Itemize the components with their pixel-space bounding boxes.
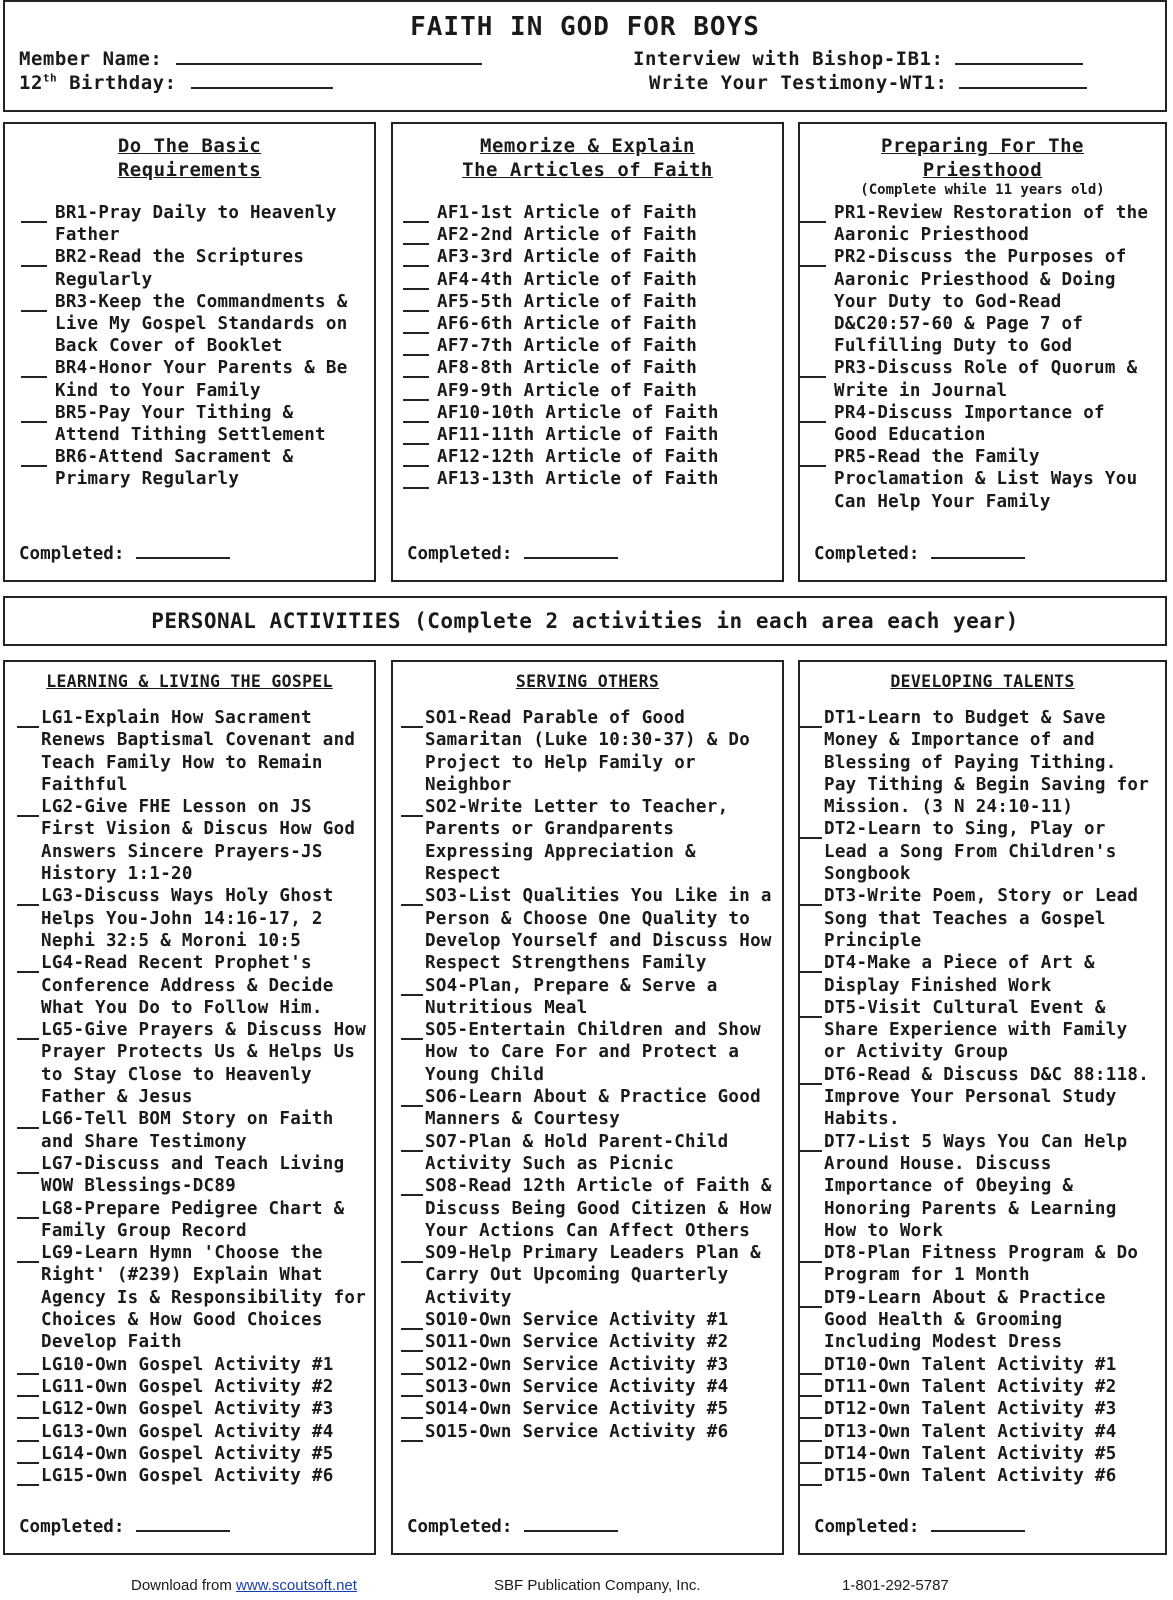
item-label: SO1-Read Parable of Good Samaritan (Luke 10:30-37) & Do Project to Help Family or Neighbor [425, 708, 751, 795]
checklist-item [17, 1242, 374, 1353]
birthday-label: 12th Birthday: [19, 71, 177, 94]
item-label: LG9-Learn Hymn 'Choose the Right' (#239) Explain What Agency Is & Responsibility for Choices & How Good Choices Develop Faith [41, 1243, 367, 1353]
completed-input[interactable] [524, 556, 618, 559]
check-line[interactable] [401, 1088, 423, 1107]
item-label: AF11-11th Article of Faith [437, 425, 719, 446]
item-label: LG5-Give Prayers & Discuss How Prayer Protects Us & Helps Us to Stay Close to Heavenly Father & Jesus [41, 1020, 367, 1108]
item-label: AF12-12th Article of Faith [437, 447, 719, 468]
item-label: BR1-Pray Daily to Heavenly Father [55, 203, 337, 246]
item-label: SO10-Own Service Activity #1 [425, 1310, 729, 1331]
item-label: SO14-Own Service Activity #5 [425, 1399, 729, 1420]
checklist-item [800, 1421, 1165, 1443]
check-line[interactable] [800, 709, 822, 728]
completed-field: Completed: [407, 544, 618, 564]
checklist-item [403, 202, 782, 224]
item-label: SO8-Read 12th Article of Faith & Discuss Being Good Citizen & How Your Actions Can Affect Others [425, 1176, 772, 1241]
download-label: Download from [131, 1577, 237, 1594]
check-line[interactable] [17, 1378, 39, 1397]
check-line[interactable] [800, 448, 826, 467]
item-list [393, 707, 782, 1443]
check-line[interactable] [800, 1066, 822, 1085]
item-label: DT12-Own Talent Activity #3 [824, 1399, 1117, 1420]
section-articles-of-faith [391, 122, 784, 582]
section-title: SERVING OTHERS [515, 672, 660, 691]
footer-download [131, 1577, 357, 1594]
checklist-item [21, 402, 374, 446]
checklist-item [401, 1398, 782, 1420]
header-box [3, 0, 1167, 112]
item-label: SO12-Own Service Activity #3 [425, 1354, 729, 1375]
item-label: SO15-Own Service Activity #6 [425, 1421, 729, 1442]
checklist-item [800, 1242, 1165, 1287]
personal-activities-title: PERSONAL ACTIVITIES (Complete 2 activities in each area each year) [151, 609, 1019, 633]
item-label: SO9-Help Primary Leaders Plan & Carry Out Upcoming Quarterly Activity [425, 1243, 761, 1308]
checklist-item [401, 1309, 782, 1331]
checklist-item [21, 357, 374, 401]
checklist-item [401, 1376, 782, 1398]
check-line[interactable] [800, 1445, 822, 1464]
item-label: LG8-Prepare Pedigree Chart & Family Group Record [41, 1198, 345, 1241]
item-label: PR4-Discuss Importance of Good Education [834, 402, 1105, 446]
testimony-label: Write Your Testimony-WT1: [649, 72, 948, 94]
interview-label: Interview with Bishop-IB1: [633, 48, 944, 70]
check-line[interactable] [800, 1289, 822, 1308]
interview-field [633, 48, 1083, 70]
item-label: DT8-Plan Fitness Program & Do Program for 1 Month [824, 1243, 1139, 1286]
checklist-item [403, 424, 782, 446]
completed-field: Completed: [407, 1517, 618, 1537]
checklist-item [401, 1175, 782, 1242]
item-label: LG13-Own Gospel Activity #4 [41, 1421, 334, 1442]
check-line[interactable] [800, 954, 822, 973]
item-label: AF9-9th Article of Faith [437, 380, 698, 401]
item-label: LG12-Own Gospel Activity #3 [41, 1399, 334, 1420]
check-line[interactable] [21, 448, 47, 467]
checklist-item [800, 246, 1165, 357]
item-label: DT14-Own Talent Activity #5 [824, 1443, 1117, 1464]
member-name-field [19, 48, 482, 70]
checklist-item [403, 291, 782, 313]
item-list [5, 202, 374, 491]
checklist-item [800, 402, 1165, 446]
item-label: LG7-Discuss and Teach Living WOW Blessings-DC89 [41, 1153, 345, 1197]
item-label: LG1-Explain How Sacrament Renews Baptismal Covenant and Teach Family How to Remain Faithful [41, 708, 356, 795]
check-line[interactable] [17, 1155, 39, 1174]
download-link[interactable]: www.scoutsoft.net [236, 1577, 357, 1594]
item-label: DT4-Make a Piece of Art & Display Finished Work [824, 953, 1095, 996]
check-line[interactable] [403, 382, 429, 401]
check-line[interactable] [17, 1356, 39, 1375]
check-line[interactable] [401, 1400, 423, 1419]
item-label: PR3-Discuss Role of Quorum & Write in Journal [834, 358, 1138, 401]
check-line[interactable] [401, 1177, 423, 1196]
section-title: Preparing For The Priesthood [881, 135, 1084, 181]
checklist-item [401, 1086, 782, 1131]
section-title: DEVELOPING TALENTS [890, 672, 1075, 691]
check-line[interactable] [403, 204, 429, 223]
checklist-item [800, 1354, 1165, 1376]
footer-publisher: SBF Publication Company, Inc. [494, 1577, 701, 1594]
check-line[interactable] [800, 404, 826, 423]
checklist-item [401, 885, 782, 974]
item-label: DT7-List 5 Ways You Can Help Around House. Discuss Importance of Obeying & Honoring Parents & Learning How to Work [824, 1131, 1128, 1241]
check-line[interactable] [800, 1423, 822, 1442]
checklist-item [401, 1421, 782, 1443]
item-label: DT3-Write Poem, Story or Lead Song that Teaches a Gospel Principle [824, 886, 1139, 951]
check-line[interactable] [403, 448, 429, 467]
item-label: DT13-Own Talent Activity #4 [824, 1421, 1117, 1442]
check-line[interactable] [401, 1423, 423, 1442]
check-line[interactable] [17, 1244, 39, 1263]
check-line[interactable] [403, 359, 429, 378]
checklist-item [21, 246, 374, 290]
item-label: AF5-5th Article of Faith [437, 291, 698, 312]
item-label: DT10-Own Talent Activity #1 [824, 1354, 1117, 1375]
section-learning-living-gospel [3, 660, 376, 1555]
section-basic-requirements [3, 122, 376, 582]
item-label: LG2-Give FHE Lesson on JS First Vision & Discus How God Answers Sincere Prayers-JS History 1:1-20 [41, 797, 356, 885]
item-label: DT5-Visit Cultural Event & Share Experience with Family or Activity Group [824, 997, 1128, 1063]
completed-field: Completed: [814, 544, 1025, 564]
item-label: SO2-Write Letter to Teacher, Parents or Grandparents Expressing Appreciation & Respect [425, 797, 729, 885]
completed-input[interactable] [931, 556, 1025, 559]
item-label: AF2-2nd Article of Faith [437, 225, 698, 246]
item-label: SO3-List Qualities You Like in a Person & Choose One Quality to Develop Yourself and Discuss How Respect Strengthens Family [425, 886, 772, 974]
section-title: Do The Basic Requirements [117, 135, 262, 181]
item-label: SO7-Plan & Hold Parent-Child Activity Such as Picnic [425, 1131, 729, 1174]
check-line[interactable] [17, 1423, 39, 1442]
check-line[interactable] [21, 248, 47, 267]
checklist-item [401, 1242, 782, 1309]
checklist-item [401, 1331, 782, 1353]
checklist-item [800, 357, 1165, 401]
interview-input[interactable] [955, 62, 1083, 65]
checklist-item [401, 1354, 782, 1376]
item-label: DT9-Learn About & Practice Good Health & Grooming Including Modest Dress [824, 1287, 1106, 1353]
check-line[interactable] [401, 977, 423, 996]
completed-field: Completed: [19, 1517, 230, 1537]
checklist-item [17, 1376, 374, 1398]
checklist-item [17, 1019, 374, 1108]
checklist-item [17, 1153, 374, 1198]
personal-activities-banner [3, 596, 1167, 646]
checklist-item [17, 1421, 374, 1443]
section-preparing-priesthood [798, 122, 1167, 582]
testimony-field [649, 72, 1087, 94]
item-label: PR5-Read the Family Proclamation & List Ways You Can Help Your Family [834, 447, 1138, 512]
item-label: DT6-Read & Discuss D&C 88:118. Improve Your Personal Study Habits. [824, 1064, 1150, 1130]
check-line[interactable] [17, 798, 39, 817]
check-line[interactable] [17, 709, 39, 728]
item-label: DT1-Learn to Budget & Save Money & Importance of and Blessing of Paying Tithing. Pay Tithing & Begin Saving for Mission. (3 N 24:10-11) [824, 708, 1150, 818]
check-line[interactable] [401, 1021, 423, 1040]
checklist-item [401, 1131, 782, 1176]
completed-input[interactable] [524, 1529, 618, 1532]
section-subtitle: (Complete while 11 years old) [860, 182, 1105, 198]
checklist-item [403, 269, 782, 291]
check-line[interactable] [17, 1200, 39, 1219]
item-label: LG4-Read Recent Prophet's Conference Address & Decide What You Do to Follow Him. [41, 953, 334, 1018]
item-label: AF10-10th Article of Faith [437, 402, 719, 423]
check-line[interactable] [800, 999, 822, 1018]
item-label: BR4-Honor Your Parents & Be Kind to Your Family [55, 358, 348, 401]
testimony-input[interactable] [959, 86, 1087, 89]
section-title: LEARNING & LIVING THE GOSPEL [46, 672, 333, 691]
check-line[interactable] [401, 1356, 423, 1375]
check-line[interactable] [21, 204, 47, 223]
item-label: PR1-Review Restoration of the Aaronic Priesthood [834, 203, 1149, 246]
item-label: DT2-Learn to Sing, Play or Lead a Song From Children's Songbook [824, 819, 1117, 885]
item-label: LG11-Own Gospel Activity #2 [41, 1376, 334, 1397]
item-list [393, 202, 782, 491]
completed-input[interactable] [931, 1529, 1025, 1532]
member-name-label: Member Name: [19, 48, 163, 70]
check-line[interactable] [401, 1378, 423, 1397]
checklist-item [21, 446, 374, 490]
check-line[interactable] [17, 1021, 39, 1040]
checklist-item [17, 1443, 374, 1465]
item-label: SO13-Own Service Activity #4 [425, 1376, 729, 1397]
item-list [5, 707, 374, 1487]
footer-phone: 1-801-292-5787 [842, 1577, 949, 1594]
completed-input[interactable] [136, 1529, 230, 1532]
check-line[interactable] [403, 315, 429, 334]
check-line[interactable] [21, 293, 47, 312]
checklist-item [800, 1465, 1165, 1487]
check-line[interactable] [17, 1110, 39, 1129]
checklist-item [800, 952, 1165, 997]
item-label: AF3-3rd Article of Faith [437, 247, 698, 268]
item-label: PR2-Discuss the Purposes of Aaronic Priesthood & Doing Your Duty to God-Read D&C20:57-60 & Page 7 of Fulfilling Duty to God [834, 247, 1127, 357]
check-line[interactable] [403, 426, 429, 445]
checklist-item [17, 1465, 374, 1487]
check-line[interactable] [401, 887, 423, 906]
item-label: DT11-Own Talent Activity #2 [824, 1376, 1117, 1397]
section-developing-talents [798, 660, 1167, 1555]
check-line[interactable] [800, 1467, 822, 1486]
checklist-item [800, 446, 1165, 513]
item-label: BR5-Pay Your Tithing & Attend Tithing Settlement [55, 402, 326, 446]
checklist-item [800, 818, 1165, 885]
checklist-item [17, 885, 374, 952]
checklist-item [401, 707, 782, 796]
checklist-item [17, 1108, 374, 1153]
check-line[interactable] [800, 1400, 822, 1419]
item-label: LG15-Own Gospel Activity #6 [41, 1466, 334, 1487]
checklist-item [800, 1064, 1165, 1131]
checklist-item [17, 1354, 374, 1376]
item-list [800, 707, 1165, 1487]
item-label: AF7-7th Article of Faith [437, 336, 698, 357]
checklist-item [800, 707, 1165, 818]
checklist-item [17, 796, 374, 885]
item-label: SO5-Entertain Children and Show How to Care For and Protect a Young Child [425, 1020, 761, 1085]
checklist-item [403, 446, 782, 468]
page-title: FAITH IN GOD FOR BOYS [410, 12, 760, 42]
check-line[interactable] [401, 1333, 423, 1352]
item-list [800, 202, 1165, 513]
check-line[interactable] [401, 1133, 423, 1152]
checklist-item [800, 1131, 1165, 1242]
check-line[interactable] [403, 404, 429, 423]
check-line[interactable] [403, 248, 429, 267]
checklist-item [21, 202, 374, 246]
item-label: LG14-Own Gospel Activity #5 [41, 1443, 334, 1464]
item-label: AF8-8th Article of Faith [437, 358, 698, 379]
item-label: LG3-Discuss Ways Holy Ghost Helps You-John 14:16-17, 2 Nephi 32:5 & Moroni 10:5 [41, 886, 334, 951]
checklist-item [403, 380, 782, 402]
checklist-item [17, 952, 374, 1019]
checklist-item [401, 796, 782, 885]
item-label: SO4-Plan, Prepare & Serve a Nutritious Meal [425, 975, 718, 1018]
checklist-item [17, 707, 374, 796]
item-label: BR6-Attend Sacrament & Primary Regularly [55, 447, 294, 490]
checklist-item [403, 357, 782, 379]
item-label: SO11-Own Service Activity #2 [425, 1332, 729, 1353]
check-line[interactable] [800, 1244, 822, 1263]
check-line[interactable] [401, 798, 423, 817]
item-label: LG6-Tell BOM Story on Faith and Share Testimony [41, 1109, 334, 1152]
check-line[interactable] [401, 709, 423, 728]
item-label: AF4-4th Article of Faith [437, 269, 698, 290]
checklist-item [403, 313, 782, 335]
checklist-item [403, 246, 782, 268]
member-name-input[interactable] [176, 62, 482, 65]
section-serving-others [391, 660, 784, 1555]
checklist-item [800, 1398, 1165, 1420]
check-line[interactable] [800, 1378, 822, 1397]
item-label: SO6-Learn About & Practice Good Manners & Courtesy [425, 1087, 761, 1130]
checklist-item [17, 1398, 374, 1420]
birthday-input[interactable] [191, 86, 333, 89]
item-label: BR2-Read the Scriptures Regularly [55, 247, 305, 290]
check-line[interactable] [401, 1244, 423, 1263]
check-line[interactable] [17, 954, 39, 973]
checklist-item [403, 224, 782, 246]
check-line[interactable] [800, 887, 822, 906]
check-line[interactable] [403, 226, 429, 245]
checklist-item [800, 1376, 1165, 1398]
check-line[interactable] [800, 359, 826, 378]
item-label: AF6-6th Article of Faith [437, 314, 698, 335]
check-line[interactable] [17, 1400, 39, 1419]
item-label: BR3-Keep the Commandments & Live My Gospel Standards on Back Cover of Booklet [55, 291, 348, 357]
section-title: Memorize & Explain The Articles of Faith [462, 135, 713, 181]
checklist-item [21, 291, 374, 358]
checklist-item [800, 1443, 1165, 1465]
check-line[interactable] [800, 204, 826, 223]
item-label: DT15-Own Talent Activity #6 [824, 1466, 1117, 1487]
checklist-item [401, 975, 782, 1020]
birthday-field [19, 72, 333, 94]
checklist-item [403, 402, 782, 424]
check-line[interactable] [21, 359, 47, 378]
checklist-item [800, 997, 1165, 1064]
checklist-item [17, 1198, 374, 1243]
item-label: AF1-1st Article of Faith [437, 203, 698, 223]
check-line[interactable] [17, 887, 39, 906]
checklist-item [800, 1287, 1165, 1354]
check-line[interactable] [403, 337, 429, 356]
checklist-item [800, 202, 1165, 246]
checklist-item [401, 1019, 782, 1086]
check-line[interactable] [17, 1445, 39, 1464]
completed-field: Completed: [19, 544, 230, 564]
item-label: LG10-Own Gospel Activity #1 [41, 1354, 334, 1375]
check-line[interactable] [17, 1467, 39, 1486]
check-line[interactable] [800, 1356, 822, 1375]
check-line[interactable] [800, 248, 826, 267]
check-line[interactable] [800, 820, 822, 839]
check-line[interactable] [403, 470, 429, 489]
check-line[interactable] [800, 1133, 822, 1152]
check-line[interactable] [403, 271, 429, 290]
check-line[interactable] [403, 293, 429, 312]
checklist-item [403, 335, 782, 357]
completed-input[interactable] [136, 556, 230, 559]
checklist-item [800, 885, 1165, 952]
item-label: AF13-13th Article of Faith [437, 469, 719, 490]
completed-field: Completed: [814, 1517, 1025, 1537]
check-line[interactable] [401, 1311, 423, 1330]
checklist-item [403, 468, 782, 490]
check-line[interactable] [21, 404, 47, 423]
